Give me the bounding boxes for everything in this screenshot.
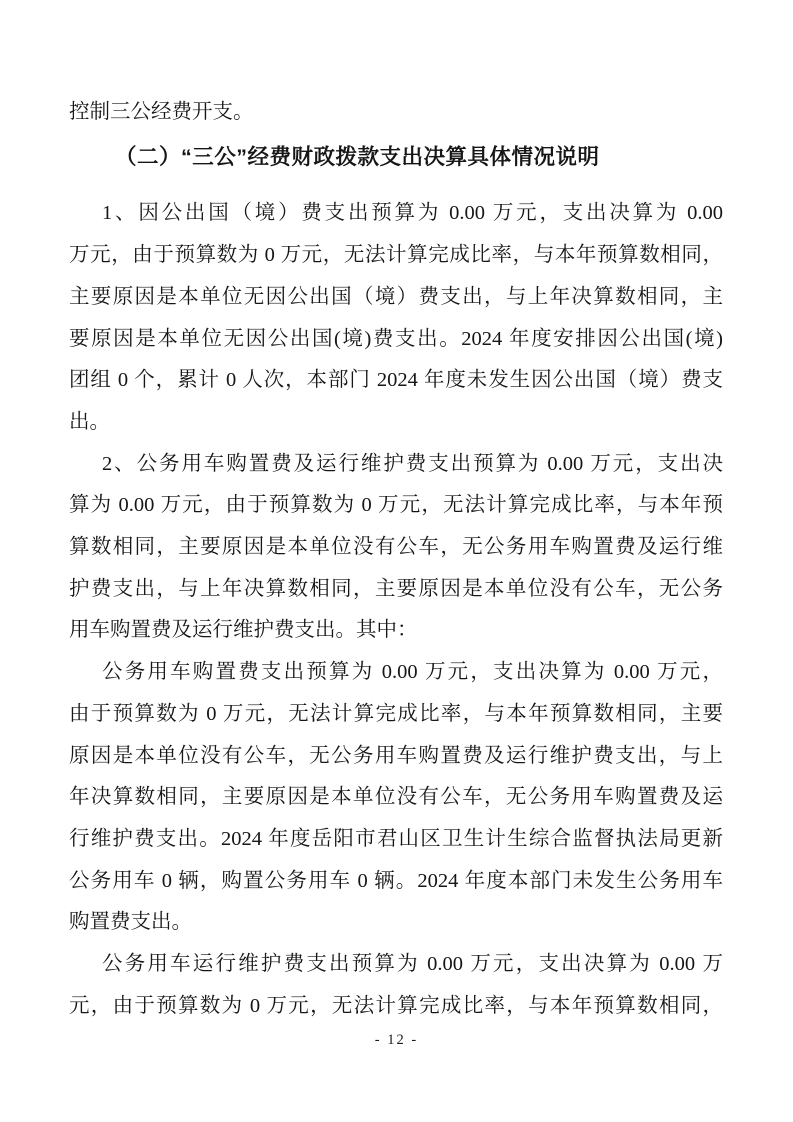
body-line: 元，由于预算数为 0 万元，无法计算完成比率，与本年预算数相同， bbox=[69, 994, 723, 1017]
body-line-intro: 控制三公经费开支。 bbox=[69, 101, 254, 123]
page-number: - 12 - bbox=[374, 1032, 419, 1048]
body-line: 用车购置费及运行维护费支出。其中： bbox=[69, 619, 418, 642]
body-line: 团组 0 个，累计 0 人次，本部门 2024 年度未发生因公出国（境）费支 bbox=[69, 369, 723, 392]
section-heading: （二）“三公”经费财政拨款支出决算具体情况说明 bbox=[115, 144, 600, 169]
body-line: 万元，由于预算数为 0 万元，无法计算完成比率，与本年预算数相同， bbox=[69, 244, 723, 267]
body-line: 要原因是本单位无因公出国(境)费支出。2024 年度安排因公出国(境) bbox=[69, 327, 723, 350]
body-line: 算为 0.00 万元，由于预算数为 0 万元，无法计算完成比率，与本年预 bbox=[69, 494, 723, 517]
body-line: 1、因公出国（境）费支出预算为 0.00 万元，支出决算为 0.00 bbox=[102, 202, 723, 225]
body-line: 算数相同，主要原因是本单位没有公车，无公务用车购置费及运行维 bbox=[69, 536, 723, 559]
body-line: 2、公务用车购置费及运行维护费支出预算为 0.00 万元，支出决 bbox=[102, 452, 723, 475]
body-line: 公务用车 0 辆，购置公务用车 0 辆。2024 年度本部门未发生公务用车 bbox=[69, 869, 723, 892]
body-line: 购置费支出。 bbox=[69, 911, 192, 934]
body-line: 公务用车购置费支出预算为 0.00 万元，支出决算为 0.00 万元， bbox=[102, 661, 723, 684]
body-line: 年决算数相同，主要原因是本单位没有公车，无公务用车购置费及运 bbox=[69, 786, 723, 809]
body-line: 出。 bbox=[69, 410, 110, 433]
body-line: 由于预算数为 0 万元，无法计算完成比率，与本年预算数相同，主要 bbox=[69, 702, 723, 725]
document-body bbox=[69, 92, 723, 1027]
body-line: 行维护费支出。2024 年度岳阳市君山区卫生计生综合监督执法局更新 bbox=[69, 827, 723, 850]
body-line: 主要原因是本单位无因公出国（境）费支出，与上年决算数相同，主 bbox=[69, 285, 723, 308]
body-line: 公务用车运行维护费支出预算为 0.00 万元，支出决算为 0.00 万 bbox=[102, 953, 723, 976]
body-line: 护费支出，与上年决算数相同，主要原因是本单位没有公车，无公务 bbox=[69, 577, 723, 600]
body-line: 原因是本单位没有公车，无公务用车购置费及运行维护费支出，与上 bbox=[69, 744, 723, 767]
